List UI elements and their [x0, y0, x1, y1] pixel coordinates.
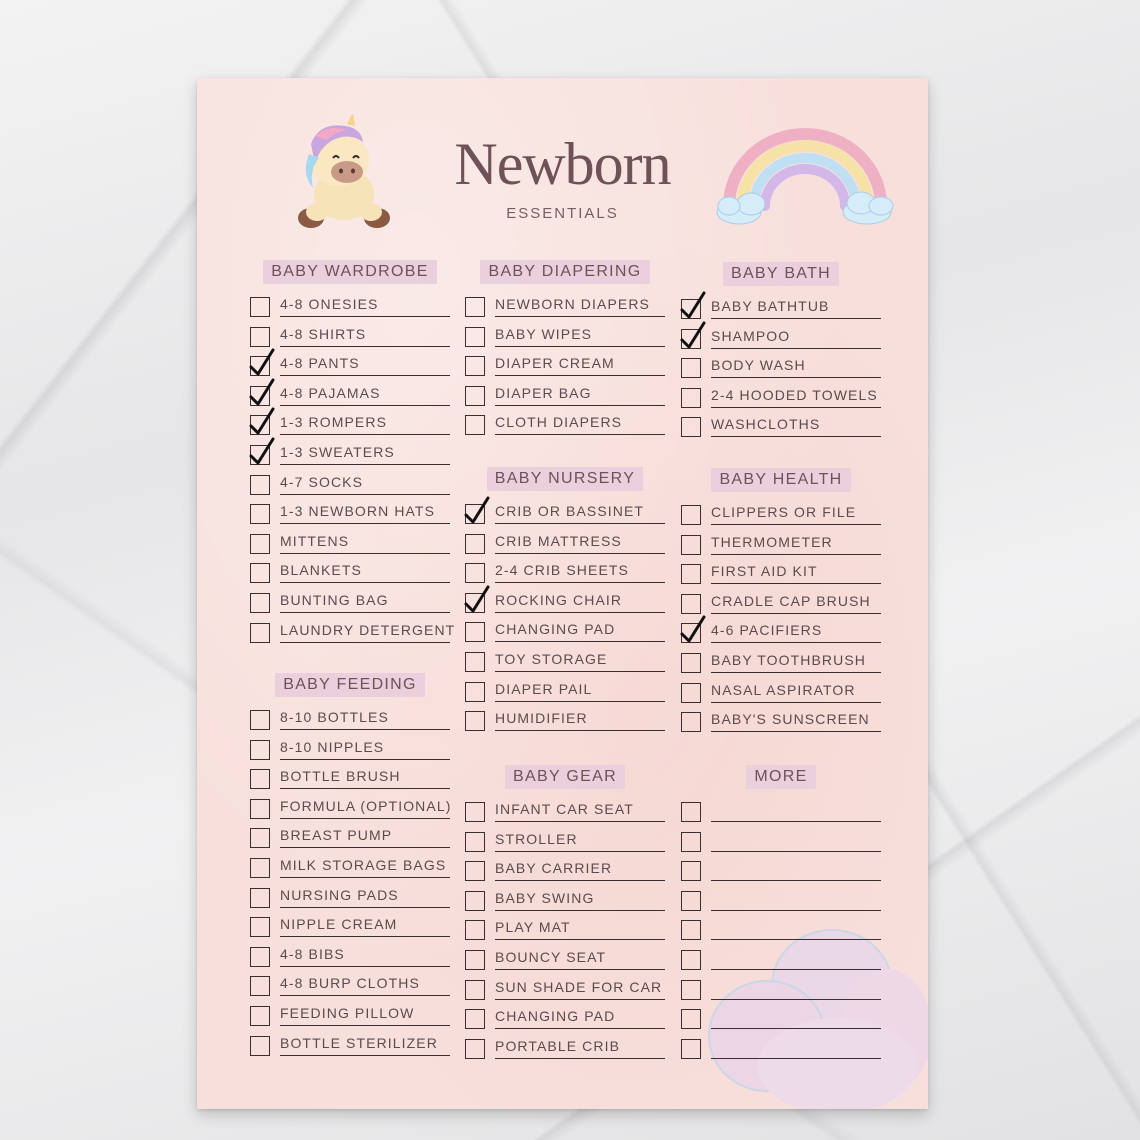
checkbox[interactable]: [250, 1036, 270, 1056]
checklist-item-label: 1-3 NEWBORN HATS: [280, 503, 450, 524]
checklist-item-label: BABY'S SUNSCREEN: [711, 711, 881, 732]
checklist-item: [465, 531, 665, 561]
check-mark-icon: [463, 584, 491, 616]
section-heading-text: MORE: [746, 765, 815, 789]
check-mark-icon: [248, 347, 276, 379]
section-heading-text: BABY BATH: [723, 262, 839, 286]
checklist-item-label: 8-10 BOTTLES: [280, 709, 450, 730]
checkbox[interactable]: [465, 682, 485, 702]
section-heading-text: BABY FEEDING: [275, 673, 425, 697]
checklist-item: [465, 590, 665, 620]
checkbox[interactable]: [250, 534, 270, 554]
checklist-item-label[interactable]: [711, 949, 881, 970]
checklist-item: [681, 888, 881, 918]
checklist-item: [250, 796, 450, 826]
check-mark-icon: [679, 320, 707, 352]
checklist-item: [681, 414, 881, 444]
checkbox[interactable]: [681, 653, 701, 673]
checkbox[interactable]: [681, 1039, 701, 1059]
checklist-item-label: BOUNCY SEAT: [495, 949, 665, 970]
checklist-item-label: INFANT CAR SEAT: [495, 801, 665, 822]
checkbox[interactable]: [465, 711, 485, 731]
section-heading-text: BABY HEALTH: [711, 468, 850, 492]
checklist-item: [681, 591, 881, 621]
section-heading: [681, 262, 881, 290]
checklist-item: [465, 888, 665, 918]
checkbox[interactable]: [465, 980, 485, 1000]
checklist-item-label: CLOTH DIAPERS: [495, 414, 665, 435]
checklist-item-label: 4-6 PACIFIERS: [711, 622, 881, 643]
section-baby-gear: [465, 765, 665, 1065]
checkbox[interactable]: [465, 622, 485, 642]
checkbox[interactable]: [681, 683, 701, 703]
checkbox-checked[interactable]: [681, 329, 701, 349]
checkbox[interactable]: [250, 769, 270, 789]
checklist-item: [681, 680, 881, 710]
checklist-item-label: BUNTING BAG: [280, 592, 450, 613]
checkbox[interactable]: [465, 356, 485, 376]
checkbox[interactable]: [681, 950, 701, 970]
section-heading: [465, 765, 665, 793]
checklist-item-label[interactable]: [711, 801, 881, 822]
checklist-item-label: DIAPER CREAM: [495, 355, 665, 376]
checklist-item-label[interactable]: [711, 890, 881, 911]
checklist-item: [465, 977, 665, 1007]
checklist-item-label: CLIPPERS OR FILE: [711, 504, 881, 525]
checklist-item: [681, 977, 881, 1007]
checklist-item-label: CHANGING PAD: [495, 1008, 665, 1029]
checklist-item: [465, 947, 665, 977]
checklist-item-label: MITTENS: [280, 533, 450, 554]
checkbox[interactable]: [465, 563, 485, 583]
checklist-item: [250, 1033, 450, 1063]
checklist-item-label: 4-8 ONESIES: [280, 296, 450, 317]
checkbox[interactable]: [681, 980, 701, 1000]
checklist-item-label: 4-8 PANTS: [280, 355, 450, 376]
checkbox-checked[interactable]: [250, 445, 270, 465]
checklist-item-label: BLANKETS: [280, 562, 450, 583]
section-heading: [465, 260, 665, 288]
checkbox[interactable]: [681, 388, 701, 408]
checklist-item-label: FEEDING PILLOW: [280, 1005, 450, 1026]
checklist-item: [465, 799, 665, 829]
checkbox-checked[interactable]: [465, 593, 485, 613]
checkbox[interactable]: [250, 828, 270, 848]
checklist-item-label: SHAMPOO: [711, 328, 881, 349]
section-heading-text: BABY GEAR: [505, 765, 625, 789]
checklist-item-label: FORMULA (OPTIONAL): [280, 798, 450, 819]
checkbox[interactable]: [465, 832, 485, 852]
checkbox[interactable]: [250, 799, 270, 819]
checklist-item: [681, 385, 881, 415]
checklist-item: [250, 855, 450, 885]
checklist-item-label[interactable]: [711, 831, 881, 852]
checklist-item-label: CRADLE CAP BRUSH: [711, 593, 881, 614]
checkbox[interactable]: [681, 535, 701, 555]
section-heading: [681, 765, 881, 793]
checkbox[interactable]: [465, 1039, 485, 1059]
checklist-item: [250, 412, 450, 442]
check-mark-icon: [248, 406, 276, 438]
checklist-item-label: 4-8 SHIRTS: [280, 326, 450, 347]
checklist-item: [250, 501, 450, 531]
checkbox[interactable]: [681, 861, 701, 881]
checkbox[interactable]: [681, 920, 701, 940]
checklist-item-label: 2-4 HOODED TOWELS: [711, 387, 881, 408]
checklist-item-label: DIAPER BAG: [495, 385, 665, 406]
checklist-item: [681, 620, 881, 650]
checkbox[interactable]: [250, 710, 270, 730]
checkbox[interactable]: [465, 415, 485, 435]
checklist-item: [681, 947, 881, 977]
checkbox-checked[interactable]: [681, 299, 701, 319]
checklist-item-label: 4-8 PAJAMAS: [280, 385, 450, 406]
checklist-item: [681, 650, 881, 680]
checklist-item-label[interactable]: [711, 1038, 881, 1059]
checklist-item-label: CRIB MATTRESS: [495, 533, 665, 554]
checklist-item-label[interactable]: [711, 919, 881, 940]
checklist-item: [681, 326, 881, 356]
checklist-item: [250, 620, 456, 650]
section-baby-nursery: [465, 467, 665, 738]
checklist-item: [681, 858, 881, 888]
checklist-item: [250, 707, 450, 737]
section-heading: [465, 467, 665, 495]
checkbox[interactable]: [465, 950, 485, 970]
checklist-item: [681, 355, 881, 385]
checkbox[interactable]: [681, 832, 701, 852]
checklist-item-label: NASAL ASPIRATOR: [711, 682, 881, 703]
checklist-item-label: THERMOMETER: [711, 534, 881, 555]
checklist-item: [465, 1006, 665, 1036]
checklist-item: [250, 825, 450, 855]
checkbox[interactable]: [681, 564, 701, 584]
checklist-item-label: STROLLER: [495, 831, 665, 852]
checklist-item: [250, 944, 450, 974]
section-more: [681, 765, 881, 1065]
checkbox[interactable]: [465, 297, 485, 317]
checklist-item-label: SUN SHADE FOR CAR: [495, 979, 665, 1000]
checklist-item: [465, 294, 665, 324]
checklist-item-label: BOTTLE BRUSH: [280, 768, 450, 789]
checklist-item: [681, 1036, 881, 1066]
page-subtitle: ESSENTIALS: [506, 205, 619, 222]
checklist-item: [250, 472, 450, 502]
checkbox[interactable]: [681, 891, 701, 911]
check-mark-icon: [248, 377, 276, 409]
checklist-item-label: NEWBORN DIAPERS: [495, 296, 665, 317]
section-baby-feeding: [250, 673, 450, 1062]
checkbox[interactable]: [250, 563, 270, 583]
checkbox[interactable]: [250, 888, 270, 908]
checkbox[interactable]: [465, 861, 485, 881]
checklist-item: [465, 560, 665, 590]
checkbox[interactable]: [681, 417, 701, 437]
checklist-item-label[interactable]: [711, 860, 881, 881]
section-heading-text: BABY NURSERY: [487, 467, 643, 491]
checklist-item: [250, 560, 450, 590]
checklist-item: [250, 914, 450, 944]
checkbox[interactable]: [250, 858, 270, 878]
checkbox[interactable]: [250, 297, 270, 317]
checkbox[interactable]: [250, 976, 270, 996]
section-heading-text: BABY DIAPERING: [480, 260, 649, 284]
checkbox[interactable]: [465, 802, 485, 822]
checklist-item: [465, 619, 665, 649]
checkbox[interactable]: [250, 1006, 270, 1026]
checklist-item: [250, 885, 450, 915]
checklist-item: [465, 917, 665, 947]
checkbox[interactable]: [681, 712, 701, 732]
checklist-item: [681, 917, 881, 947]
checklist-item: [465, 501, 665, 531]
checklist-sheet: [197, 78, 928, 1109]
checklist-item-label: 8-10 NIPPLES: [280, 739, 450, 760]
checklist-item-label[interactable]: [711, 1008, 881, 1029]
checkbox[interactable]: [681, 505, 701, 525]
checkbox[interactable]: [250, 475, 270, 495]
checklist-item: [250, 353, 450, 383]
rainbow-illustration: [715, 124, 897, 226]
checklist-item-label: MILK STORAGE BAGS: [280, 857, 450, 878]
checklist-item-label: BABY WIPES: [495, 326, 665, 347]
checkbox[interactable]: [250, 327, 270, 347]
checkbox[interactable]: [465, 652, 485, 672]
checklist-item-label: BOTTLE STERILIZER: [280, 1035, 450, 1056]
section-heading: [250, 673, 450, 701]
checklist-item: [681, 1006, 881, 1036]
checklist-item-label: NIPPLE CREAM: [280, 916, 450, 937]
checkbox[interactable]: [250, 623, 270, 643]
checklist-item: [681, 829, 881, 859]
checklist-item-label: BREAST PUMP: [280, 827, 450, 848]
checklist-item-label: FIRST AID KIT: [711, 563, 881, 584]
check-mark-icon: [679, 290, 707, 322]
checklist-item-label: PLAY MAT: [495, 919, 665, 940]
checkbox[interactable]: [681, 594, 701, 614]
checklist-item: [465, 679, 665, 709]
checklist-item-label: 2-4 CRIB SHEETS: [495, 562, 665, 583]
checklist-item-label: LAUNDRY DETERGENT: [280, 622, 450, 643]
checklist-item: [681, 532, 881, 562]
checklist-item: [681, 502, 881, 532]
checklist-item-label: HUMIDIFIER: [495, 710, 665, 731]
checklist-item-label: 4-7 SOCKS: [280, 474, 450, 495]
checklist-item: [681, 709, 881, 739]
checklist-item: [250, 737, 450, 767]
checklist-item-label: DIAPER PAIL: [495, 681, 665, 702]
checklist-item: [681, 561, 881, 591]
checkbox-checked[interactable]: [250, 415, 270, 435]
checklist-item: [465, 1036, 665, 1066]
checklist-item-label: WASHCLOTHS: [711, 416, 881, 437]
checkbox[interactable]: [465, 920, 485, 940]
checkbox[interactable]: [465, 386, 485, 406]
section-baby-bath: [681, 262, 881, 444]
section-baby-diapering: [465, 260, 665, 442]
checklist-item: [250, 1003, 450, 1033]
checklist-item: [681, 799, 881, 829]
checklist-item: [250, 973, 450, 1003]
checkbox[interactable]: [465, 891, 485, 911]
checklist-item: [250, 590, 450, 620]
checklist-item: [250, 383, 450, 413]
checklist-item-label: BODY WASH: [711, 357, 881, 378]
checklist-item: [681, 296, 881, 326]
section-baby-wardrobe: [250, 260, 456, 649]
checkbox[interactable]: [250, 740, 270, 760]
section-heading: [681, 468, 881, 496]
checklist-item-label[interactable]: [711, 979, 881, 1000]
checkbox[interactable]: [250, 504, 270, 524]
checkbox-checked[interactable]: [681, 623, 701, 643]
checkbox[interactable]: [250, 917, 270, 937]
checkbox[interactable]: [465, 1009, 485, 1029]
checkbox-checked[interactable]: [465, 504, 485, 524]
checklist-item-label: BABY TOOTHBRUSH: [711, 652, 881, 673]
checklist-item-label: TOY STORAGE: [495, 651, 665, 672]
checkbox[interactable]: [681, 1009, 701, 1029]
checklist-item: [465, 383, 665, 413]
checklist-item-label: 4-8 BIBS: [280, 946, 450, 967]
checklist-item: [465, 708, 665, 738]
checkbox[interactable]: [681, 358, 701, 378]
checkbox[interactable]: [250, 593, 270, 613]
checkbox[interactable]: [681, 802, 701, 822]
checklist-item-label: ROCKING CHAIR: [495, 592, 665, 613]
checklist-item: [250, 531, 450, 561]
checklist-item-label: 1-3 SWEATERS: [280, 444, 450, 465]
checklist-item: [250, 766, 450, 796]
checklist-item: [465, 829, 665, 859]
check-mark-icon: [248, 436, 276, 468]
checklist-item: [465, 324, 665, 354]
checkbox-checked[interactable]: [250, 356, 270, 376]
section-heading-text: BABY WARDROBE: [263, 260, 436, 284]
checklist-item: [250, 442, 450, 472]
checklist-item-label: PORTABLE CRIB: [495, 1038, 665, 1059]
checkbox-checked[interactable]: [250, 386, 270, 406]
checklist-item: [465, 412, 665, 442]
checklist-item-label: BABY BATHTUB: [711, 298, 881, 319]
checklist-item-label: NURSING PADS: [280, 887, 450, 908]
checklist-item-label: CHANGING PAD: [495, 621, 665, 642]
page-title: Newborn: [454, 131, 671, 197]
checklist-item: [465, 353, 665, 383]
section-baby-health: [681, 468, 881, 739]
checklist-item: [465, 649, 665, 679]
checklist-item-label: BABY CARRIER: [495, 860, 665, 881]
checklist-item: [250, 294, 450, 324]
checklist-item-label: CRIB OR BASSINET: [495, 503, 665, 524]
checklist-item-label: 4-8 BURP CLOTHS: [280, 975, 450, 996]
check-mark-icon: [463, 495, 491, 527]
checkbox[interactable]: [250, 947, 270, 967]
section-heading: [250, 260, 450, 288]
checklist-item: [465, 858, 665, 888]
checkbox[interactable]: [465, 327, 485, 347]
checkbox[interactable]: [465, 534, 485, 554]
checklist-item-label: 1-3 ROMPERS: [280, 414, 450, 435]
checklist-item-label: BABY SWING: [495, 890, 665, 911]
check-mark-icon: [679, 614, 707, 646]
checklist-item: [250, 324, 450, 354]
